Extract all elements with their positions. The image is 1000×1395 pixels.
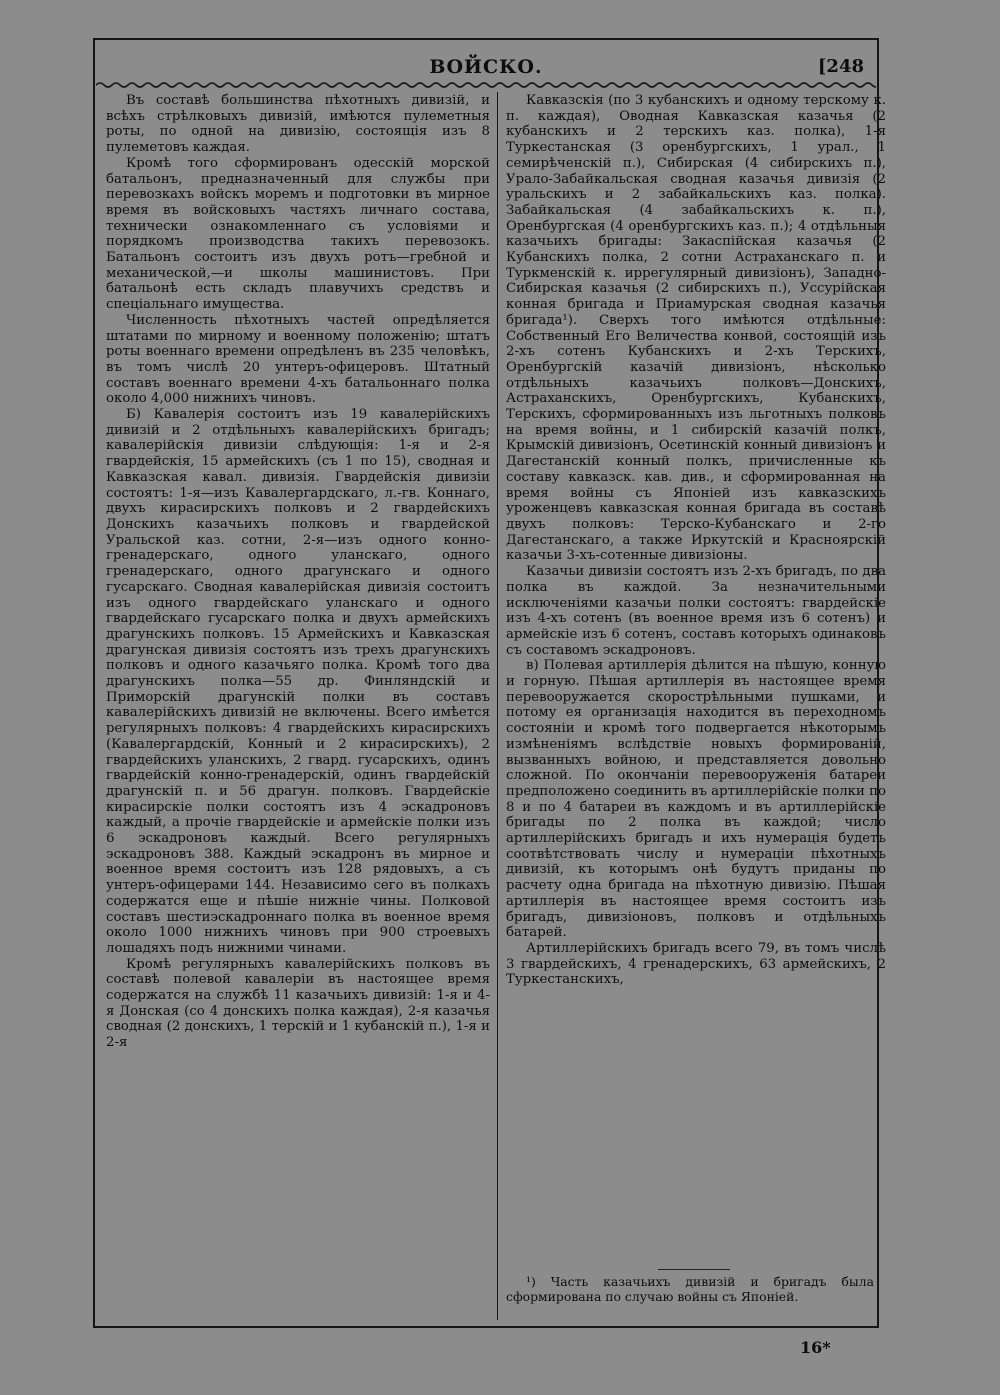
paragraph: в) Полевая артиллерія дѣлится на пѣшую, конную и горную. Пѣшая артиллерія въ настоящее время перевооружается скорострѣльными пушками, и потому ея организація находится въ переходномъ состояніи и кромѣ того подвергается нѣкоторымъ измѣненіямъ вслѣдствіе новыхъ формированій, вызванныхъ войною, и представляется довольно сложной. По окончаніи перевооруженія батареи предположено соединить въ артиллерійскіе полки по 8 и по 4 батареи въ каждомъ и въ артиллерійскіе бригады по 2 полка въ каждой; число артиллерійскихъ бригадъ и ихъ нумерація будетъ соотвѣтствовать числу и нумераціи пѣхотныхъ дивизій, къ которымъ онѣ будутъ приданы по расчету одна бригада на пѣхотную дивизію. Пѣшая артиллерія въ настоящее время состоитъ изъ бригадъ, дивизіоновъ, полковъ и отдѣльныхъ батарей.: [506, 658, 886, 941]
footnote: [506, 1275, 874, 1304]
wavy-rule: [96, 80, 876, 90]
paragraph: Кромѣ регулярныхъ кавалерійскихъ полковъ въ составѣ полевой кавалеріи въ настоящее время содержатся на службѣ 11 казачьихъ дивизій: 1-я и 4-я Донская (со 4 донскихъ полка каждая), 2-я казачья сводная (2 донскихъ, 1 терскій и 1 кубанскій п.), 1-я и 2-я: [106, 956, 490, 1051]
signature-mark: 16*: [800, 1338, 831, 1357]
right-column: [506, 93, 886, 1283]
footnote-rule: [658, 1269, 730, 1270]
paragraph: Б) Кавалерія состоитъ изъ 19 кавалерійскихъ дивизій и 2 отдѣльныхъ кавалерійскихъ бригадъ; кавалерійскія дивизіи слѣдующія: 1-я и 2-я гвардейскія, 15 армейскихъ (съ 1 по 15), сводная и Кавказская кавал. дивизія. Гвардейскія дивизіи состоятъ: 1-я—изъ Кавалергардскаго, л.-гв. Коннаго, двухъ кирасирскихъ полковъ и 2 гвардейскихъ Донскихъ казачьихъ полковъ и гвардейской Уральской каз. сотни, 2-я—изъ одного конно-гренадерскаго, одного уланскаго, одного гренадерскаго, одного драгунскаго и одного гусарскаго. Сводная кавалерійская дивизія состоитъ изъ одного гвардейскаго уланскаго и одного гвардейскаго гусарскаго полка и двухъ армейскихъ драгунскихъ полковъ. 15 Армейскихъ и Кавказская драгунская дивизія состоятъ изъ трехъ драгунскихъ полковъ и одного казачьяго полка. Кромѣ того два драгунскихъ полка—55 др. Финляндскій и Приморскій драгунскій полки въ составъ кавалерійскихъ дивизій не включены. Всего имѣется регулярныхъ полковъ: 4 гвардейскихъ кирасирскихъ (Кавалергардскій, Конный и 2 кирасирскихъ), 2 гвардейскихъ уланскихъ, 2 гвард. гусарскихъ, одинъ гвардейскій конно-гренадерскій, одинъ гвардейскій драгунскій п. и 56 драгун. полковъ. Гвардейскіе кирасирскіе полки состоятъ изъ 4 эскадроновъ каждый, а прочіе гвардейскіе и армейскіе полки изъ 6 эскадроновъ каждый. Всего регулярныхъ эскадроновъ 388. Каждый эскадронъ въ мирное и военное время состоитъ изъ 128 рядовыхъ, а съ унтеръ-офицерами 144. Независимо сего въ полкахъ содержатся еще и пѣшіе нижніе чины. Полковой составъ шестиэскадроннаго полка въ военное время около 1000 нижнихъ чиновъ при 900 строевыхъ лошадяхъ подъ нижними чинами.: [106, 407, 490, 956]
page-header: [96, 56, 876, 82]
paragraph: Кромѣ того сформированъ одесскій морской батальонъ, предназначенный для службы при перевозкахъ войскъ моремъ и подготовки въ мирное время въ войсковыхъ частяхъ личнаго состава, технически ознакомленнаго съ условіями и порядкомъ производства такихъ перевозокъ. Батальонъ состоитъ изъ двухъ ротъ—гребной и механической,—и школы машинистовъ. При батальонѣ есть складъ плавучихъ средствъ и спеціальнаго имущества.: [106, 155, 490, 313]
left-column: [106, 93, 490, 1323]
paragraph: Артиллерійскихъ бригадъ всего 79, въ томъ числѣ 3 гвардейскихъ, 4 гренадерскихъ, 63 армейскихъ, 2 Туркестанскихъ,: [506, 940, 886, 988]
footnote-text: ¹) Часть казачьихъ дивизій и бригадъ была сформирована по случаю войны съ Японіей.: [506, 1274, 874, 1304]
page-title: ВОЙСКО.: [429, 56, 543, 78]
column-divider: [497, 92, 498, 1320]
paragraph: Кавказскія (по 3 кубанскихъ и одному терскому к. п. каждая), Оводная Кавказская казачья (2 кубанскихъ и 2 терскихъ каз. полка), 1-я Туркестанская (3 оренбургскихъ, 1 урал., 1 семирѣченскій п.), Сибирская (4 сибирскихъ п.), Урало-Забайкальская сводная казачья дивизія (2 уральскихъ и 2 забайкальскихъ каз. полка). Забайкальская (4 забайкальскихъ к. п.), Оренбургская (4 оренбургскихъ каз. п.); 4 отдѣльныя казачьихъ бригады: Закаспійская казачья (2 Кубанскихъ полка, 2 сотни Астраханскаго п. и Туркменскій к. иррегулярный дивизіонъ), Западно-Сибирская казачья (2 сибирскихъ п.), Уссурійская конная бригада и Приамурская сводная казачья бригада¹). Сверхъ того имѣются отдѣльные: Собственный Его Величества конвой, состоящій изъ 2-хъ сотенъ Кубанскихъ и 2-хъ Терскихъ, Оренбургскій казачій дивизіонъ, нѣсколько отдѣльныхъ казачьихъ полковъ—Донскихъ, Астраханскихъ, Оренбургскихъ, Кубанскихъ, Терскихъ, сформированныхъ изъ льготныхъ полковъ на время войны, и 1 сибирскій казачій полкъ, Крымскій дивизіонъ, Осетинскій конный дивизіонъ и Дагестанскій конный полкъ, причисленные къ составу кавказск. кав. див., и сформированная на время войны съ Японіей изъ кавказскихъ уроженцевъ кавказская конная бригада въ составѣ двухъ полковъ: Терско-Кубанскаго и 2-го Дагестанскаго, а также Иркутскій и Красноярскій казачьи 3-хъ-сотенные дивизіоны.: [506, 93, 886, 564]
paragraph: Казачьи дивизіи состоятъ изъ 2-хъ бригадъ, по два полка въ каждой. За незначительными исключеніями казачьи полки состоятъ: гвардейскіе изъ 4-хъ сотенъ (въ военное время изъ 6 сотенъ) и армейскіе изъ 6 сотенъ, составъ которыхъ одинаковъ съ составомъ эскадроновъ.: [506, 564, 886, 658]
paragraph: Въ составѣ большинства пѣхотныхъ дивизій, и всѣхъ стрѣлковыхъ дивизій, имѣются пулеметныя роты, по одной на дивизію, состоящія изъ 8 пулеметовъ каждая.: [106, 93, 490, 156]
paragraph: Численность пѣхотныхъ частей опредѣляется штатами по мирному и военному положенію; штатъ роты военнаго времени опредѣленъ въ 235 человѣкъ, въ томъ числѣ 20 унтеръ-офицеровъ. Штатный составъ военнаго времени 4-хъ батальоннаго полка около 4,000 нижнихъ чиновъ.: [106, 312, 490, 407]
page-number: [248: [817, 56, 864, 77]
